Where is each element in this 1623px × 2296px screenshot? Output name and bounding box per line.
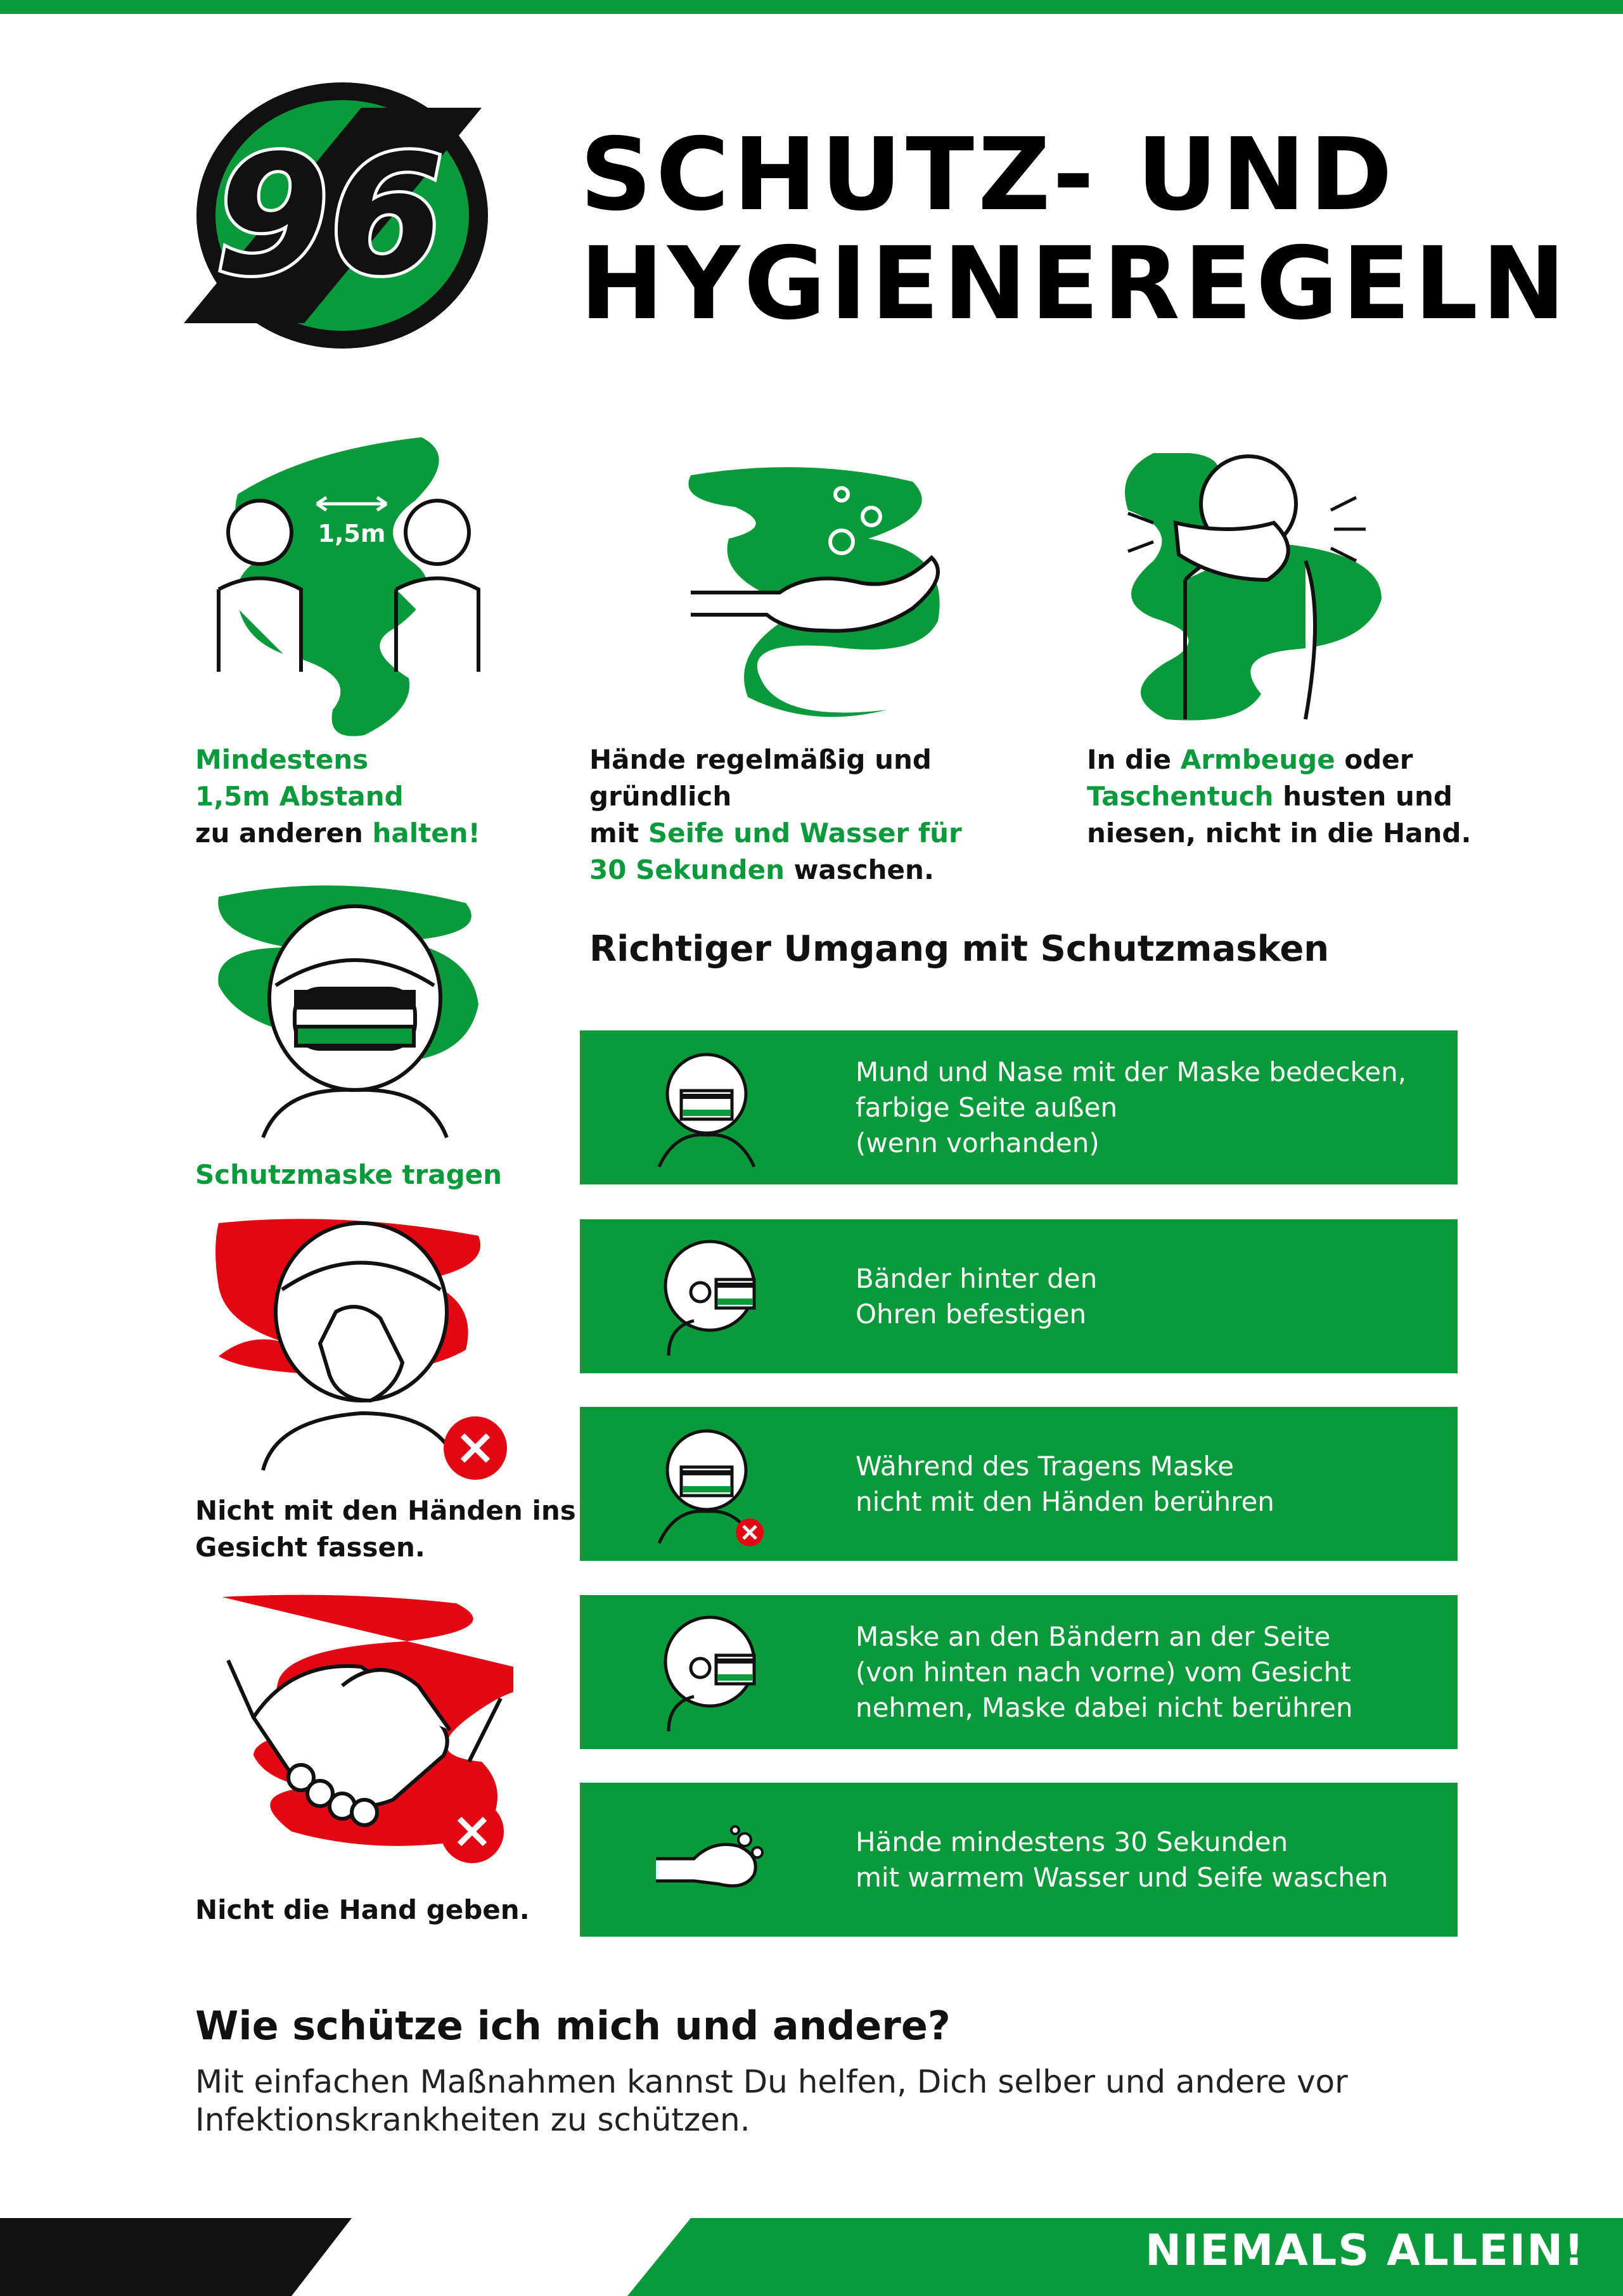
mask-step-row <box>580 1783 1458 1937</box>
distance-icon <box>206 437 497 741</box>
caption-text: waschen. <box>785 854 934 885</box>
mask-caption: Schutzmaske tragen <box>195 1159 503 1190</box>
hand-wash-icon <box>678 456 970 722</box>
mask-ear-icon <box>650 1232 764 1359</box>
caption-highlight: Mindestens <box>195 744 369 775</box>
sneeze-elbow-icon <box>1115 453 1413 726</box>
rule-caption-handwash <box>589 741 1071 888</box>
caption-text: Hände regelmäßig und gründlich <box>589 744 932 812</box>
caption-text: zu anderen <box>195 818 373 849</box>
mask-step-row <box>580 1407 1458 1561</box>
title-line-1: SCHUTZ- UND <box>580 117 1397 233</box>
mask-step-text: Maske an den Bändern an der Seite (von hinten nach vorne) vom Gesicht nehmen, Maske dabei nicht berühren <box>856 1620 1353 1723</box>
hands-wash-icon <box>650 1795 764 1922</box>
no-handshake-icon <box>215 1591 513 1870</box>
mask-step-text: Mund und Nase mit der Maske bedecken, farbige Seite außen (wenn vorhanden) <box>856 1056 1407 1158</box>
mask-step-row <box>580 1219 1458 1373</box>
mask-step-text: Hände mindestens 30 Sekunden mit warmem Wasser und Seife waschen <box>856 1826 1389 1893</box>
caption-highlight: Armbeuge <box>1180 744 1335 775</box>
top-green-bar <box>0 0 1623 14</box>
distance-label: 1,5m <box>318 520 386 548</box>
mask-wearing-icon <box>212 878 491 1144</box>
caption-highlight: 30 Sekunden <box>589 854 785 885</box>
caption-highlight: 1,5m Abstand <box>195 781 404 812</box>
caption-text: In die <box>1087 744 1181 775</box>
svg-text:96: 96 <box>215 120 444 312</box>
rule-caption-sneeze <box>1087 741 1568 852</box>
hannover-96-logo <box>171 70 501 361</box>
no-face-touch-icon <box>212 1217 510 1483</box>
handshake-caption: Nicht die Hand geben. <box>195 1894 530 1925</box>
page-title <box>580 117 1570 342</box>
caption-highlight: Seife und Wasser für <box>648 818 962 849</box>
mask-remove-icon <box>650 1608 764 1735</box>
mask-step-row <box>580 1595 1458 1749</box>
mask-step-row <box>580 1030 1458 1184</box>
caption-text: oder <box>1335 744 1413 775</box>
mask-step-text: Bänder hinter den Ohren befestigen <box>856 1262 1098 1330</box>
caption-highlight: halten! <box>372 818 480 849</box>
rule-caption-distance <box>195 741 575 852</box>
caption-text: mit <box>589 818 648 849</box>
caption-text: husten und <box>1273 781 1453 812</box>
mask-no-touch-icon <box>650 1420 764 1546</box>
mask-section-title: Richtiger Umgang mit Schutzmasken <box>589 928 1330 970</box>
bottom-heading: Wie schütze ich mich und andere? <box>195 2003 951 2049</box>
face-touch-caption: Nicht mit den Händen ins Gesicht fassen. <box>195 1495 576 1563</box>
mask-step-text: Während des Tragens Maske nicht mit den Händen berühren <box>856 1450 1274 1517</box>
caption-highlight: Taschentuch <box>1087 781 1274 812</box>
footer-slogan: NIEMALS ALLEIN! <box>1145 2226 1585 2276</box>
bottom-text: Mit einfachen Maßnahmen kannst Du helfen, Dich selber und andere vor Infektionskrankheiten zu schützen. <box>195 2063 1348 2138</box>
caption-text: niesen, nicht in die Hand. <box>1087 818 1472 849</box>
title-line-2: HYGIENEREGELN <box>580 226 1570 342</box>
mask-cover-icon <box>650 1043 764 1170</box>
